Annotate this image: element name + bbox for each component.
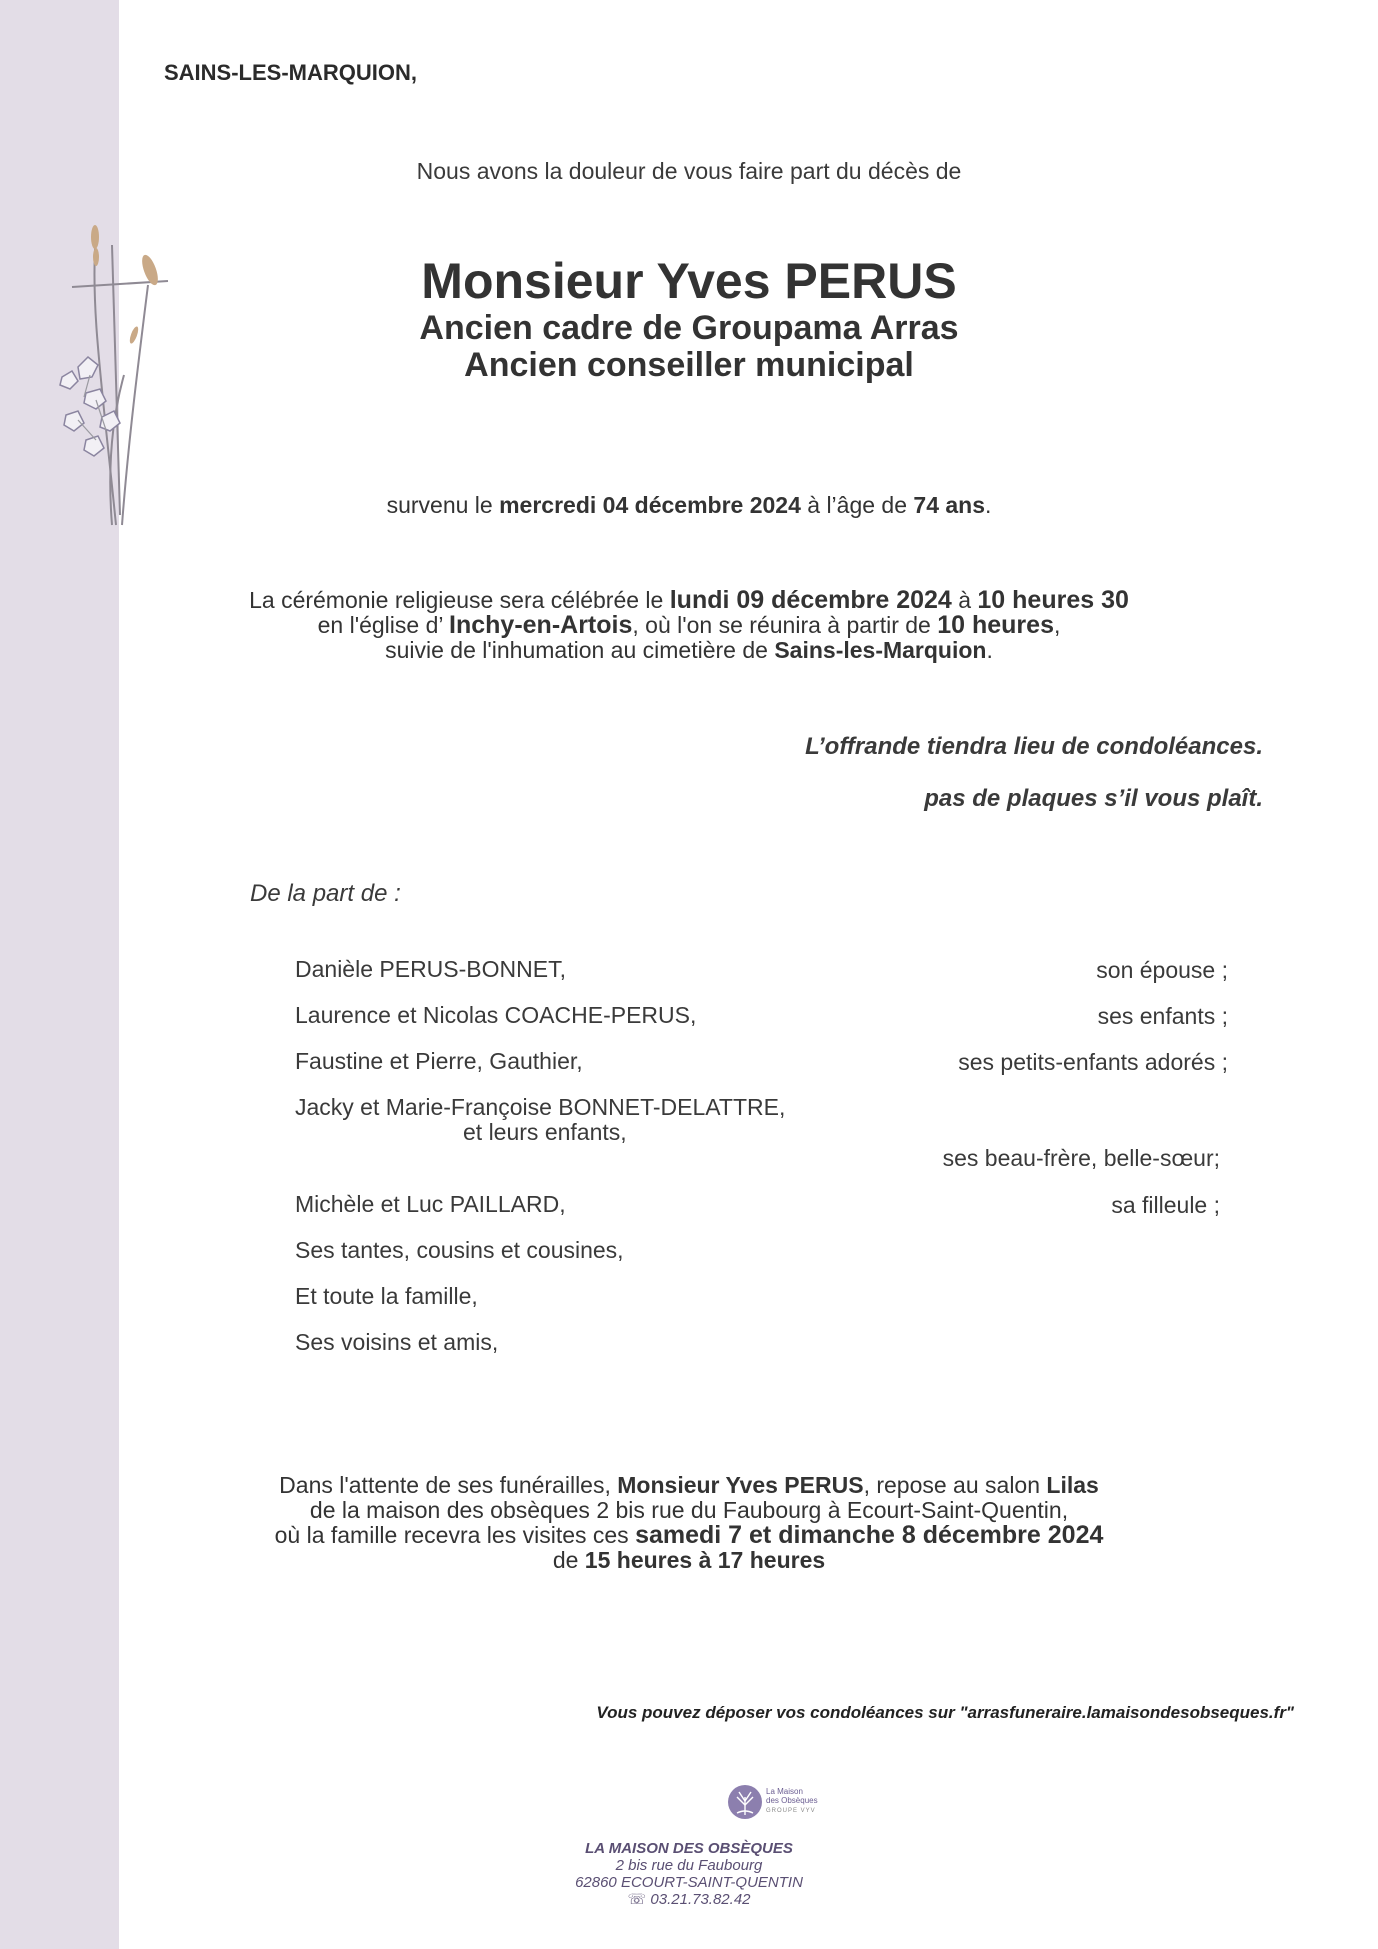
deceased-name: Monsieur Yves PERUS: [421, 253, 957, 309]
family-member-relation: ses beau-frère, belle-sœur;: [942, 1145, 1220, 1171]
salon-name: Lilas: [1046, 1472, 1099, 1498]
ceremony-line-2: [0, 613, 1378, 638]
logo-text-1: La Maison: [766, 1787, 803, 1796]
visitation-line-3: [0, 1523, 1378, 1548]
ceremony-text: suivie de l'inhumation au cimetière de: [385, 637, 775, 663]
family-member-name-continued: et leurs enfants,: [463, 1119, 627, 1145]
ceremony-church: Inchy-en-Artois: [449, 611, 633, 639]
company-address: [0, 1840, 1378, 1908]
offering-note: L’offrande tiendra lieu de condoléances.: [805, 733, 1263, 760]
logo-group: GROUPE VYV: [766, 1808, 816, 1814]
death-mid: à l’âge de: [800, 492, 914, 518]
death-prefix: survenu le: [386, 492, 500, 518]
cemetery-place: Sains-les-Marquion: [774, 637, 987, 663]
deceased-block: [0, 252, 1378, 384]
death-age: 74 ans: [913, 492, 986, 518]
ceremony-text: ,: [1053, 612, 1061, 638]
ceremony-text: .: [986, 637, 993, 663]
family-member-relation: ses enfants ;: [1097, 1003, 1228, 1029]
death-date: mercredi 04 décembre 2024: [499, 492, 801, 518]
family-member-name: Danièle PERUS-BONNET,: [295, 956, 566, 982]
company-city: 62860 ECOURT-SAINT-QUENTIN: [575, 1874, 803, 1891]
family-member-name: Faustine et Pierre, Gauthier,: [295, 1048, 583, 1074]
visitation-line-2: de la maison des obsèques 2 bis rue du Faubourg à Ecourt-Saint-Quentin,: [309, 1497, 1069, 1523]
company-logo: [726, 1783, 836, 1833]
visitation-dates: samedi 7 et dimanche 8 décembre 2024: [635, 1521, 1104, 1549]
company-phone: ☏ 03.21.73.82.42: [627, 1891, 751, 1908]
visitation-block: [0, 1473, 1378, 1573]
visitation-text: , repose au salon: [863, 1472, 1047, 1498]
family-member-name: Ses tantes, cousins et cousines,: [295, 1237, 624, 1263]
visitation-text: où la famille recevra les visites ces: [274, 1522, 636, 1548]
ceremony-text: à: [951, 587, 978, 613]
death-line: [0, 492, 1378, 519]
visitation-text: de: [552, 1547, 585, 1573]
company-name: LA MAISON DES OBSÈQUES: [585, 1840, 793, 1857]
family-label: De la part de :: [250, 880, 401, 907]
ceremony-date: lundi 09 décembre 2024: [669, 586, 952, 614]
family-member-relation: sa filleule ;: [1111, 1192, 1220, 1218]
logo-text-2: des Obsèques: [766, 1796, 818, 1805]
visitation-line-1: [0, 1473, 1378, 1498]
visitation-deceased-name: Monsieur Yves PERUS: [617, 1472, 864, 1498]
death-suffix: .: [985, 492, 992, 518]
family-member-name: Laurence et Nicolas COACHE-PERUS,: [295, 1002, 697, 1028]
visitation-hours: 15 heures à 17 heures: [584, 1547, 826, 1573]
family-member-name: Jacky et Marie-Françoise BONNET-DELATTRE,: [295, 1094, 786, 1120]
ceremony-text: La cérémonie religieuse sera célébrée le: [249, 587, 670, 613]
gathering-time: 10 heures: [937, 611, 1054, 639]
town-name: SAINS-LES-MARQUION,: [164, 60, 417, 85]
ceremony-time: 10 heures 30: [977, 586, 1129, 614]
family-member-relation: ses petits-enfants adorés ;: [958, 1049, 1228, 1075]
ceremony-line-3: [0, 638, 1378, 663]
deceased-title-1: Ancien cadre de Groupama Arras: [419, 309, 959, 347]
visitation-text: Dans l'attente de ses funérailles,: [279, 1472, 618, 1498]
family-member-relation: son épouse ;: [1096, 957, 1228, 983]
company-street: 2 bis rue du Faubourg: [615, 1857, 763, 1874]
ceremony-text: en l'église d’: [317, 612, 450, 638]
family-member-name: Et toute la famille,: [295, 1283, 478, 1309]
ceremony-block: [0, 588, 1378, 663]
family-member-name: Michèle et Luc PAILLARD,: [295, 1191, 566, 1217]
family-member-name: Ses voisins et amis,: [295, 1329, 499, 1355]
ceremony-text: , où l'on se réunira à partir de: [632, 612, 938, 638]
ceremony-line-1: [0, 588, 1378, 613]
no-plaques-note: pas de plaques s’il vous plaît.: [924, 785, 1263, 812]
announcement-intro: Nous avons la douleur de vous faire part du décès de: [416, 158, 962, 184]
condolences-link-text: Vous pouvez déposer vos condoléances sur "arrasfuneraire.lamaisondesobseques.fr": [596, 1703, 1294, 1722]
deceased-title-2: Ancien conseiller municipal: [464, 346, 914, 384]
visitation-line-4: [0, 1548, 1378, 1573]
